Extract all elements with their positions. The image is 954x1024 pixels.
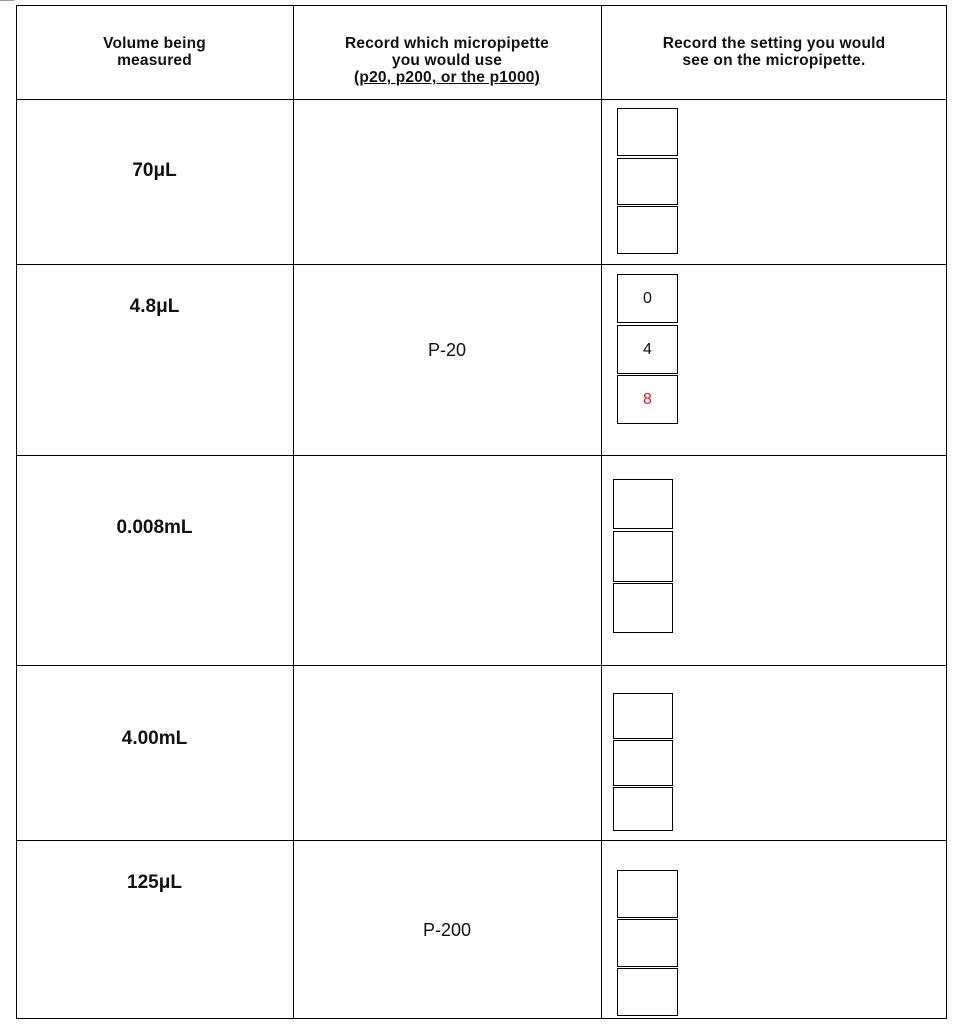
volume-cell: 0.008mL xyxy=(116,517,193,538)
row-divider xyxy=(16,264,947,265)
header-divider xyxy=(16,99,947,100)
dial-digit-box[interactable] xyxy=(613,740,673,786)
dial-digit-box[interactable] xyxy=(617,206,678,254)
volume-cell: 4.00mL xyxy=(121,728,188,749)
header-volume xyxy=(16,35,293,69)
dial-digit-box[interactable] xyxy=(617,108,678,156)
header-setting-line: see on the micropipette. xyxy=(682,52,866,69)
dial-digit-box[interactable] xyxy=(617,919,678,967)
dial-digit-box[interactable] xyxy=(613,787,673,831)
header-pipette-line: (p20, p200, or the p1000) xyxy=(354,69,540,86)
dial-digit-box[interactable] xyxy=(613,531,673,582)
volume-cell: 125μL xyxy=(127,872,182,893)
dial-digit-box[interactable] xyxy=(617,870,678,918)
table-border-top xyxy=(16,5,947,6)
dial-digit-box[interactable]: 0 xyxy=(617,274,678,323)
table-border-right xyxy=(946,5,947,1019)
header-pipette xyxy=(294,35,600,86)
header-setting xyxy=(602,35,946,69)
dial-digit-box[interactable] xyxy=(617,158,678,205)
page-corner-mark xyxy=(0,0,14,1)
row-divider xyxy=(16,455,947,456)
header-volume-line: measured xyxy=(117,52,192,69)
header-pipette-line: Record which micropipette xyxy=(345,35,549,52)
dial-digit-box[interactable]: 4 xyxy=(617,325,678,374)
dial-digit-box[interactable] xyxy=(613,693,673,739)
pipette-cell[interactable]: P-200 xyxy=(422,920,472,940)
header-setting-line: Record the setting you would xyxy=(662,35,886,52)
table-border-bottom xyxy=(16,1018,947,1019)
dial-digit-box[interactable] xyxy=(613,479,673,529)
header-volume-line: Volume being xyxy=(103,35,206,52)
dial-digit-box[interactable]: 8 xyxy=(617,375,678,424)
dial-digit-box[interactable] xyxy=(617,968,678,1016)
row-divider xyxy=(16,840,947,841)
column-divider xyxy=(293,5,294,1019)
column-divider xyxy=(601,5,602,1019)
volume-cell: 4.8μL xyxy=(129,296,180,317)
dial-digit-box[interactable] xyxy=(613,583,673,633)
volume-cell: 70μL xyxy=(132,160,177,181)
row-divider xyxy=(16,665,947,666)
pipette-cell[interactable]: P-20 xyxy=(427,340,467,360)
table-border-left xyxy=(16,5,17,1019)
header-pipette-line: you would use xyxy=(391,52,503,69)
